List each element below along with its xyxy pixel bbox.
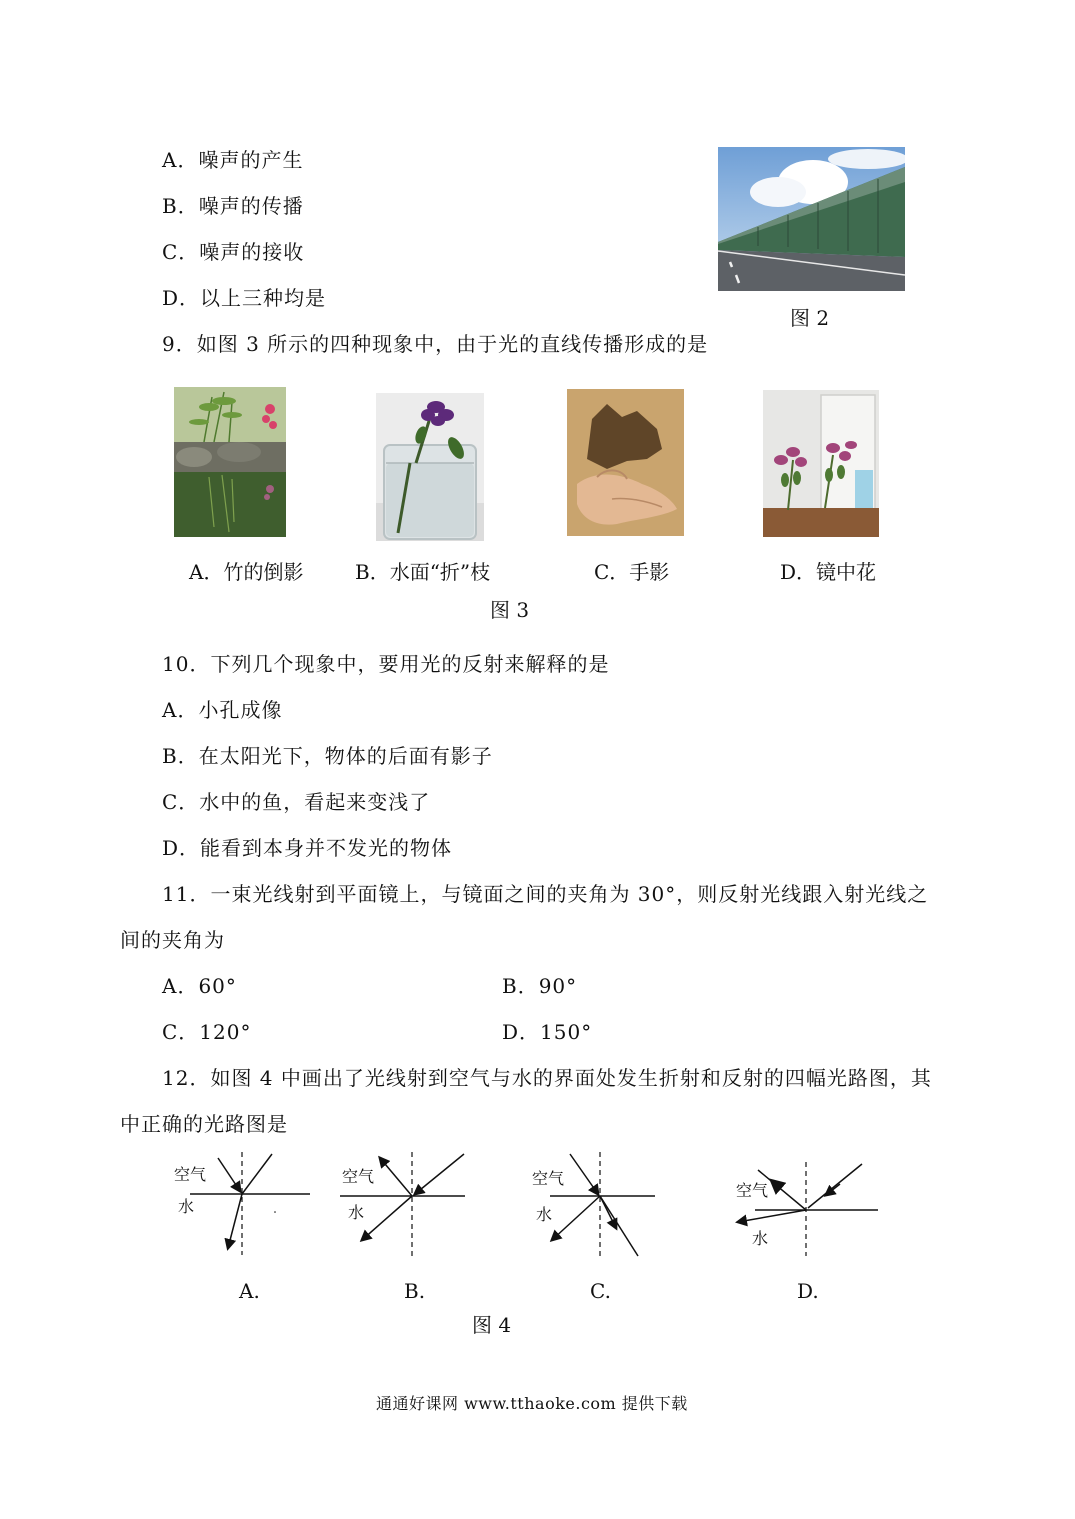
q9-stem: 9．如图 3 所示的四种现象中，由于光的直线传播形成的是 — [162, 332, 709, 356]
q11-option-c: C．120° — [162, 1020, 252, 1044]
figure-2-caption: 图 2 — [790, 306, 830, 330]
q11-option-a: A．60° — [162, 974, 237, 998]
q9-caption-b: B．水面“折”枝 — [355, 560, 491, 584]
hand-shadow-photo — [567, 389, 684, 536]
q10-option-c: C．水中的鱼，看起来变浅了 — [162, 790, 431, 814]
q12-caption-a: A. — [239, 1279, 260, 1303]
page-footer: 通通好课网 www.tthaoke.com 提供下载 — [376, 1394, 688, 1413]
q10-option-d: D．能看到本身并不发光的物体 — [162, 836, 453, 860]
figure-4-caption: 图 4 — [472, 1313, 512, 1337]
q10-option-a: A．小孔成像 — [162, 698, 283, 722]
q11-option-d: D．150° — [502, 1020, 593, 1044]
diagram-c-water-label: 水 — [536, 1207, 553, 1224]
diagram-d-water-label: 水 — [752, 1231, 769, 1248]
q9-caption-d: D．镜中花 — [780, 560, 877, 584]
bamboo-reflection-photo — [174, 387, 286, 537]
diagram-c-air-label: 空气 — [532, 1171, 565, 1188]
light-path-diagram-b — [340, 1150, 470, 1260]
branch-in-water-photo — [376, 393, 484, 541]
diagram-a-water-label: 水 — [178, 1199, 195, 1216]
light-path-diagram-c — [530, 1150, 660, 1260]
light-path-diagram-a — [160, 1150, 315, 1260]
q8-option-b: B．噪声的传播 — [162, 194, 304, 218]
q12-caption-c: C. — [590, 1279, 611, 1303]
q10-stem: 10．下列几个现象中，要用光的反射来解释的是 — [162, 652, 610, 676]
q12-stem-line2: 中正确的光路图是 — [120, 1112, 288, 1136]
q9-caption-a: A．竹的倒影 — [189, 560, 304, 584]
q12-caption-b: B. — [404, 1279, 426, 1303]
q8-option-a: A．噪声的产生 — [162, 148, 304, 172]
q8-option-d: D．以上三种均是 — [162, 286, 327, 310]
q11-stem-line2: 间的夹角为 — [120, 928, 225, 952]
diagram-a-air-label: 空气 — [174, 1167, 207, 1184]
noise-barrier-photo — [718, 147, 905, 291]
mirror-flower-photo — [763, 390, 879, 537]
q8-option-c: C．噪声的接收 — [162, 240, 305, 264]
q11-option-b: B．90° — [502, 974, 578, 998]
q9-caption-c: C．手影 — [594, 560, 670, 584]
q12-caption-d: D. — [797, 1279, 819, 1303]
q11-stem-line1: 11．一束光线射到平面镜上，与镜面之间的夹角为 30°，则反射光线跟入射光线之 — [162, 882, 929, 906]
light-path-diagram-d — [730, 1160, 885, 1260]
figure-3-caption: 图 3 — [490, 598, 530, 622]
diagram-b-air-label: 空气 — [342, 1169, 375, 1186]
q10-option-b: B．在太阳光下，物体的后面有影子 — [162, 744, 493, 768]
diagram-b-water-label: 水 — [348, 1205, 365, 1222]
diagram-d-air-label: 空气 — [736, 1183, 769, 1200]
q12-stem-line1: 12．如图 4 中画出了光线射到空气与水的界面处发生折射和反射的四幅光路图，其 — [162, 1066, 932, 1090]
